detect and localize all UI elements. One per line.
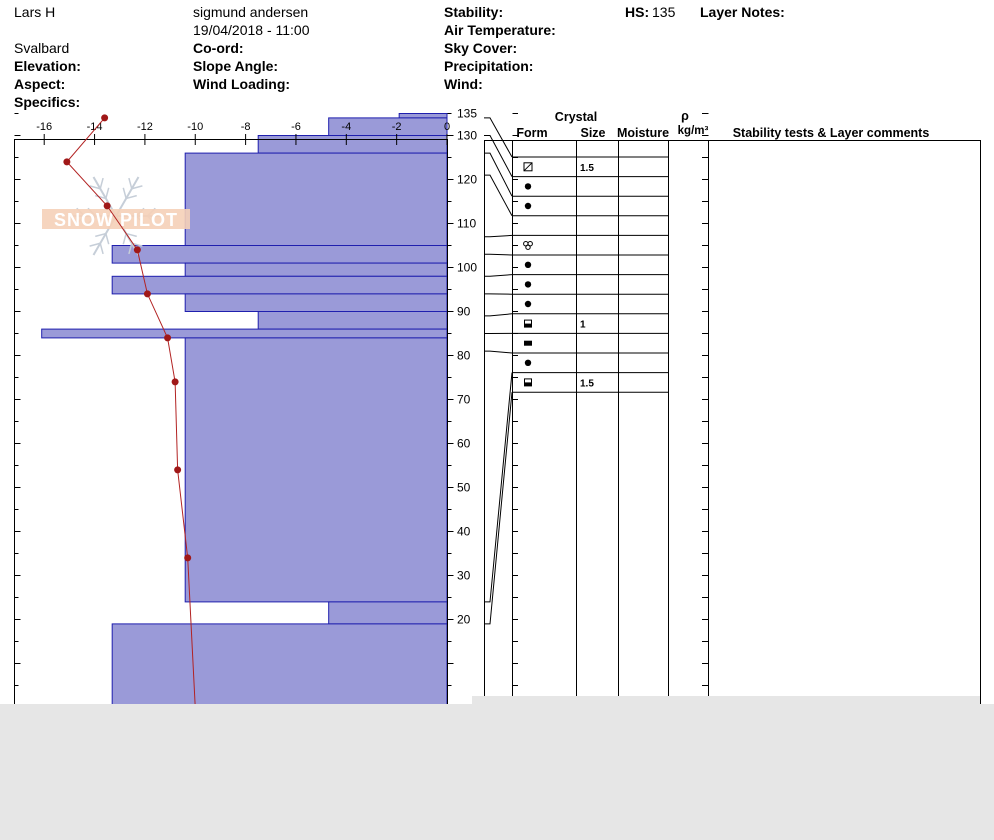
- snowflake-branch: [129, 178, 132, 189]
- hardness-bar: [329, 602, 447, 624]
- temperature-point: [104, 202, 111, 209]
- elevation-label: Elevation:: [14, 58, 81, 74]
- hardness-bar: [112, 276, 447, 294]
- layer-connector: [484, 373, 512, 602]
- hardness-bar: [185, 294, 447, 312]
- hardness-bar: [185, 338, 447, 602]
- observation-datetime: 19/04/2018 - 11:00: [193, 22, 310, 38]
- x-tick-label: -12: [136, 121, 153, 133]
- layer-connector: [484, 275, 512, 277]
- rounded-grains-icon: [525, 360, 531, 366]
- melt-circle: [526, 245, 530, 249]
- temperature-point: [184, 554, 191, 561]
- aspect-label: Aspect:: [14, 76, 66, 92]
- crystal-size: 1.5: [580, 378, 594, 390]
- density-unit: kg/m³: [677, 125, 709, 137]
- x-tick-label: 0: [443, 121, 451, 133]
- layer-connector: [484, 351, 512, 353]
- x-tick-label: -14: [86, 121, 103, 133]
- snowpilot-watermark: [42, 177, 190, 255]
- diagonal-stroke: [524, 163, 532, 171]
- air-temperature-label: Air Temperature:: [444, 22, 556, 38]
- hardness-bar: [112, 246, 447, 264]
- hardness-bar: [112, 624, 447, 704]
- facet-fill: [525, 382, 532, 386]
- snowflake-branch: [123, 188, 126, 199]
- layer-connector: [484, 175, 512, 216]
- temperature-point: [172, 378, 179, 385]
- wind-label: Wind:: [444, 76, 483, 92]
- y-tick-label: 30: [457, 568, 471, 583]
- sky-cover-label: Sky Cover:: [444, 40, 518, 56]
- hardness-bar: [399, 114, 447, 118]
- watermark-text: SNOW PILOT: [54, 210, 178, 230]
- form-header: Form: [516, 126, 548, 140]
- layer-notes-label: Layer Notes:: [700, 4, 785, 20]
- slope-angle-label: Slope Angle:: [193, 58, 279, 74]
- layer-table: [484, 109, 981, 704]
- hardness-bar: [42, 329, 447, 338]
- hardness-bar: [185, 263, 447, 276]
- y-tick-label: 50: [457, 480, 471, 495]
- y-tick-label: 20: [457, 612, 471, 627]
- layer-connector: [484, 392, 512, 624]
- temperature-point: [134, 246, 141, 253]
- hs-label: HS:: [625, 4, 650, 20]
- page-edge: [472, 696, 980, 704]
- precipitation-label: Precipitation:: [444, 58, 534, 74]
- x-tick-label: -8: [240, 121, 251, 133]
- y-tick-label: 80: [457, 348, 471, 363]
- temperature-point: [174, 466, 181, 473]
- layer-connector: [484, 254, 512, 255]
- y-tick-label: 120: [457, 172, 478, 187]
- hardness-bars: [42, 114, 447, 705]
- x-tick-label: -6: [291, 121, 301, 133]
- temperature-line: [67, 118, 195, 704]
- hardness-bar: [185, 153, 447, 245]
- density-symbol: ρ: [681, 109, 689, 123]
- y-tick-label: 60: [457, 436, 471, 451]
- melt-forms-icon: [524, 242, 533, 250]
- y-tick-label: 110: [457, 216, 477, 231]
- hardness-bar: [258, 136, 447, 154]
- faceted-crystals-icon: [525, 379, 532, 386]
- crystal-size: 1: [580, 319, 586, 331]
- layer-connector: [484, 235, 512, 236]
- temperature-point: [101, 114, 108, 121]
- author-name: sigmund andersen: [193, 4, 309, 20]
- crystal-header: Crystal: [554, 110, 598, 124]
- temperature-point: [63, 158, 70, 165]
- observer-name: Lars H: [14, 4, 56, 20]
- y-tick-label: 130: [457, 128, 478, 143]
- x-tick-label: -2: [391, 121, 402, 133]
- temperature-point: [164, 334, 171, 341]
- x-tick-label: -16: [36, 121, 53, 133]
- snowflake-branch: [123, 234, 126, 245]
- hardness-bar: [258, 312, 447, 330]
- layer-connector: [484, 314, 512, 316]
- hs-value: 135: [652, 4, 676, 20]
- x-tick-label: -4: [341, 121, 352, 133]
- rounded-grains-icon: [525, 183, 531, 189]
- snowflake-branch: [100, 243, 103, 254]
- specifics-label: Specifics:: [14, 94, 81, 110]
- location-name: Svalbard: [14, 40, 70, 56]
- x-tick-label: -10: [187, 121, 204, 133]
- moisture-header: Moisture: [616, 126, 670, 140]
- facet-fill: [525, 324, 532, 328]
- temperature-profile: [63, 114, 195, 704]
- crystal-size: 1.5: [580, 162, 594, 174]
- y-tick-label: 135: [457, 106, 478, 121]
- ice-formation-icon: [524, 341, 532, 346]
- size-header: Size: [580, 126, 606, 140]
- snowflake-branch: [106, 188, 109, 199]
- temperature-point: [144, 290, 151, 297]
- precip-particles-icon: [524, 163, 532, 171]
- rounded-grains-icon: [525, 203, 531, 209]
- wind-loading-label: Wind Loading:: [193, 76, 291, 92]
- y-tick-label: 70: [457, 392, 471, 407]
- stability-label: Stability:: [444, 4, 504, 20]
- comments-header: Stability tests & Layer comments: [732, 126, 930, 140]
- snowflake-branch: [100, 178, 103, 189]
- y-tick-label: 40: [457, 524, 471, 539]
- y-tick-label: 90: [457, 304, 471, 319]
- rounded-grains-icon: [525, 281, 531, 287]
- coord-label: Co-ord:: [193, 40, 244, 56]
- rounded-grains-icon: [525, 301, 531, 307]
- faceted-crystals-icon: [525, 320, 532, 327]
- rounded-grains-icon: [525, 262, 531, 268]
- layer-connector: [484, 136, 512, 177]
- snowflake-branch: [106, 234, 109, 245]
- y-tick-label: 100: [457, 260, 478, 275]
